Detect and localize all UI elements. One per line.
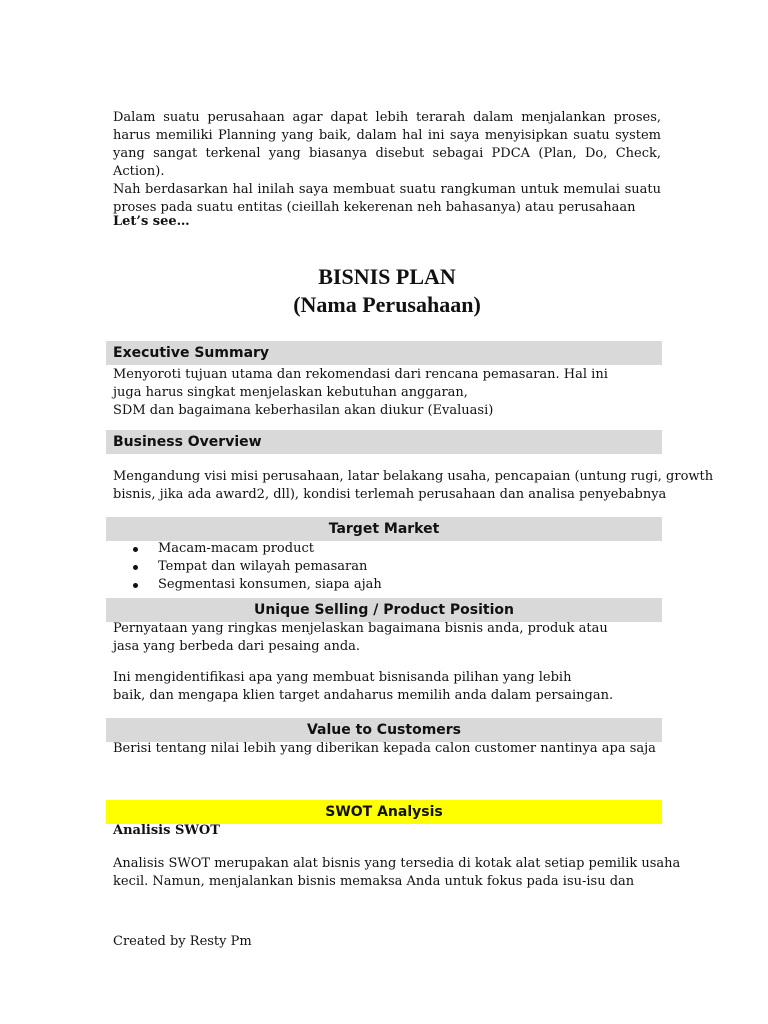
intro-section	[113, 109, 661, 217]
list-item-text: Macam-macam product	[158, 541, 314, 556]
swot-heading: SWOT Analysis	[106, 800, 662, 824]
executive-summary-line: Menyoroti tujuan utama dan rekomendasi dari rencana pemasaran. Hal ini	[113, 367, 608, 382]
value-to-customers-heading: Value to Customers	[106, 718, 662, 742]
usp-line: Pernyataan yang ringkas menjelaskan bagaimana bisnis anda, produk atau	[113, 621, 608, 636]
swot-body	[113, 855, 681, 891]
executive-summary-line: juga harus singkat menjelaskan kebutuhan anggaran,	[113, 385, 468, 400]
swot-subheading: Analisis SWOT	[113, 823, 220, 838]
intro-paragraph-2: Nah berdasarkan hal inilah saya membuat suatu rangkuman untuk memulai suatu proses pada suatu entitas (cieillah kekerenan neh bahasanya) atau perusahaan	[113, 182, 661, 215]
usp-line: jasa yang berbeda dari pesaing anda.	[113, 639, 361, 654]
value-to-customers-line: Berisi tentang nilai lebih yang diberikan kepada calon customer nantinya apa saja	[113, 741, 656, 756]
list-item-text: Tempat dan wilayah pemasaran	[158, 559, 368, 574]
swot-line: kecil. Namun, menjalankan bisnis memaksa Anda untuk fokus pada isu-isu dan	[113, 874, 635, 889]
bullet-icon	[133, 547, 138, 552]
usp-body	[113, 620, 661, 656]
list-item	[113, 558, 661, 576]
intro-paragraph-1: Dalam suatu perusahaan agar dapat lebih terarah dalam menjalankan proses, harus memiliki Planning yang baik, dalam hal ini saya menyisipkan suatu system yang sangat terkenal yang biasanya disebut sebagai PDCA (Plan, Do, Check, Action).	[113, 110, 661, 179]
footer-credit: Created by Resty Pm	[113, 934, 252, 949]
bullet-icon	[133, 565, 138, 570]
target-market-list	[113, 540, 661, 594]
lets-see-text: Let’s see…	[113, 214, 190, 229]
executive-summary-body	[113, 366, 661, 420]
target-market-heading: Target Market	[106, 517, 662, 541]
document-title: BISNIS PLAN	[318, 264, 456, 289]
usp-body-2	[113, 669, 661, 705]
business-overview-body	[113, 468, 714, 504]
business-overview-line: Mengandung visi misi perusahaan, latar belakang usaha, pencapaian (untung rugi, growth	[113, 469, 714, 484]
list-item	[113, 540, 661, 558]
executive-summary-line: SDM dan bagaimana keberhasilan akan diukur (Evaluasi)	[113, 403, 494, 418]
document-subtitle: (Nama Perusahaan)	[293, 292, 481, 317]
business-overview-heading: Business Overview	[106, 430, 662, 454]
target-market-body	[113, 540, 661, 594]
executive-summary-heading: Executive Summary	[106, 341, 662, 365]
usp-line: Ini mengidentifikasi apa yang membuat bisnisanda pilihan yang lebih	[113, 670, 572, 685]
list-item-text: Segmentasi konsumen, siapa ajah	[158, 577, 382, 592]
list-item	[113, 576, 661, 594]
usp-line: baik, dan mengapa klien target andaharus memilih anda dalam persaingan.	[113, 688, 614, 703]
bullet-icon	[133, 583, 138, 588]
value-to-customers-body	[113, 740, 661, 758]
business-overview-line: bisnis, jika ada award2, dll), kondisi terlemah perusahaan dan analisa penyebabnya	[113, 487, 667, 502]
usp-heading: Unique Selling / Product Position	[106, 598, 662, 622]
swot-line: Analisis SWOT merupakan alat bisnis yang tersedia di kotak alat setiap pemilik usaha	[113, 856, 681, 871]
